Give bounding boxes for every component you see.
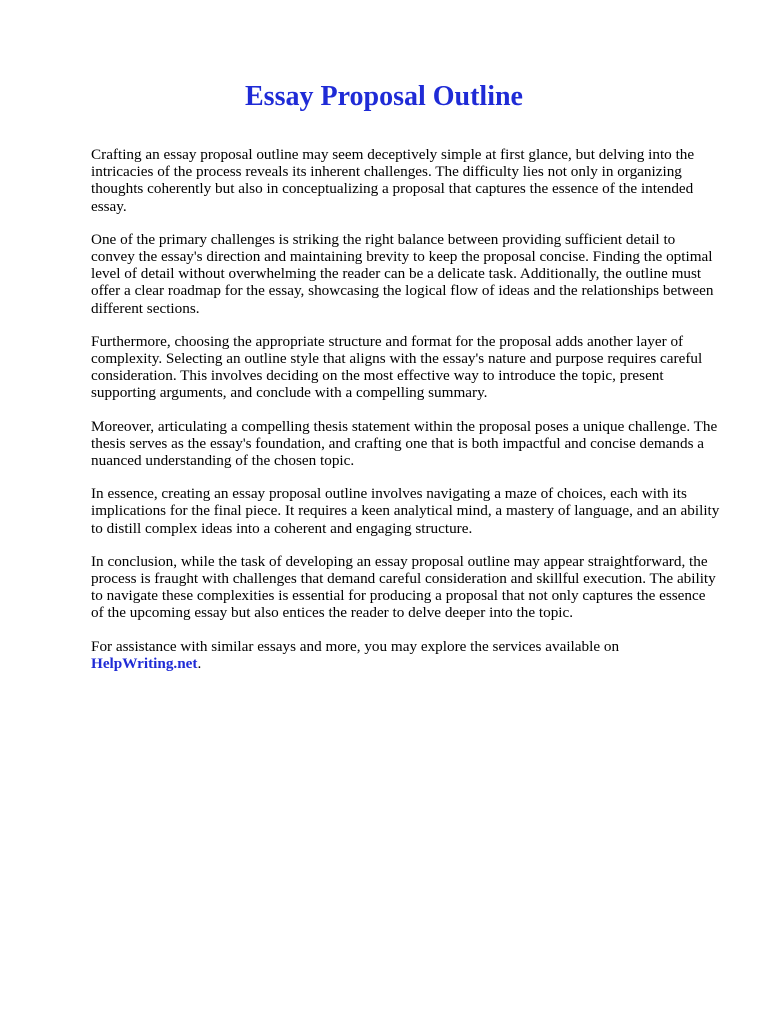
paragraph-1: Crafting an essay proposal outline may seem deceptively simple at first glance, but delving into the intricacies of the process reveals its inherent challenges. The difficulty lies not only in organizing thoughts coherently but also in conceptualizing a proposal that captures the essence of the intended essay. [91, 146, 695, 215]
closing-period: . [197, 654, 202, 672]
paragraph-2: One of the primary challenges is striking the right balance between providing sufficient detail to convey the essay's direction and maintaining brevity to keep the proposal concise. Finding the optimal level of detail without overwhelming the reader can be a delicate task. Additionally, the outline must offer a clear roadmap for the essay, showcasing the logical flow of ideas and the relationships between different sections. [91, 230, 714, 317]
closing-text: For assistance with similar essays and more, you may explore the services available on [91, 637, 620, 655]
paragraph-6: In conclusion, while the task of developing an essay proposal outline may appear straightforward, the process is fraught with challenges that demand careful consideration and skillful execution. The ability to navigate these complexities is essential for producing a proposal that not only captures the essence of the upcoming essay but also entices the reader to delve deeper into the topic. [91, 552, 716, 622]
paragraph-4: Moreover, articulating a compelling thesis statement within the proposal poses a unique challenge. The thesis serves as the essay's foundation, and crafting one that is both impactful and concise demands a nuanced understanding of the chosen topic. [91, 417, 718, 470]
helpwriting-link[interactable]: HelpWriting.net [91, 654, 198, 672]
page-title: Essay Proposal Outline [245, 81, 523, 112]
paragraph-5: In essence, creating an essay proposal outline involves navigating a maze of choices, each with its implications for the final piece. It requires a keen analytical mind, a mastery of language, and an ability to distill complex ideas into a coherent and engaging structure. [91, 485, 720, 537]
paragraph-3: Furthermore, choosing the appropriate structure and format for the proposal adds another layer of complexity. Selecting an outline style that aligns with the essay's nature and purpose requires careful consideration. This involves deciding on the most effective way to introduce the topic, present supporting arguments, and conclude with a compelling summary. [91, 332, 703, 402]
document-body [91, 146, 721, 688]
closing-paragraph [91, 638, 721, 672]
